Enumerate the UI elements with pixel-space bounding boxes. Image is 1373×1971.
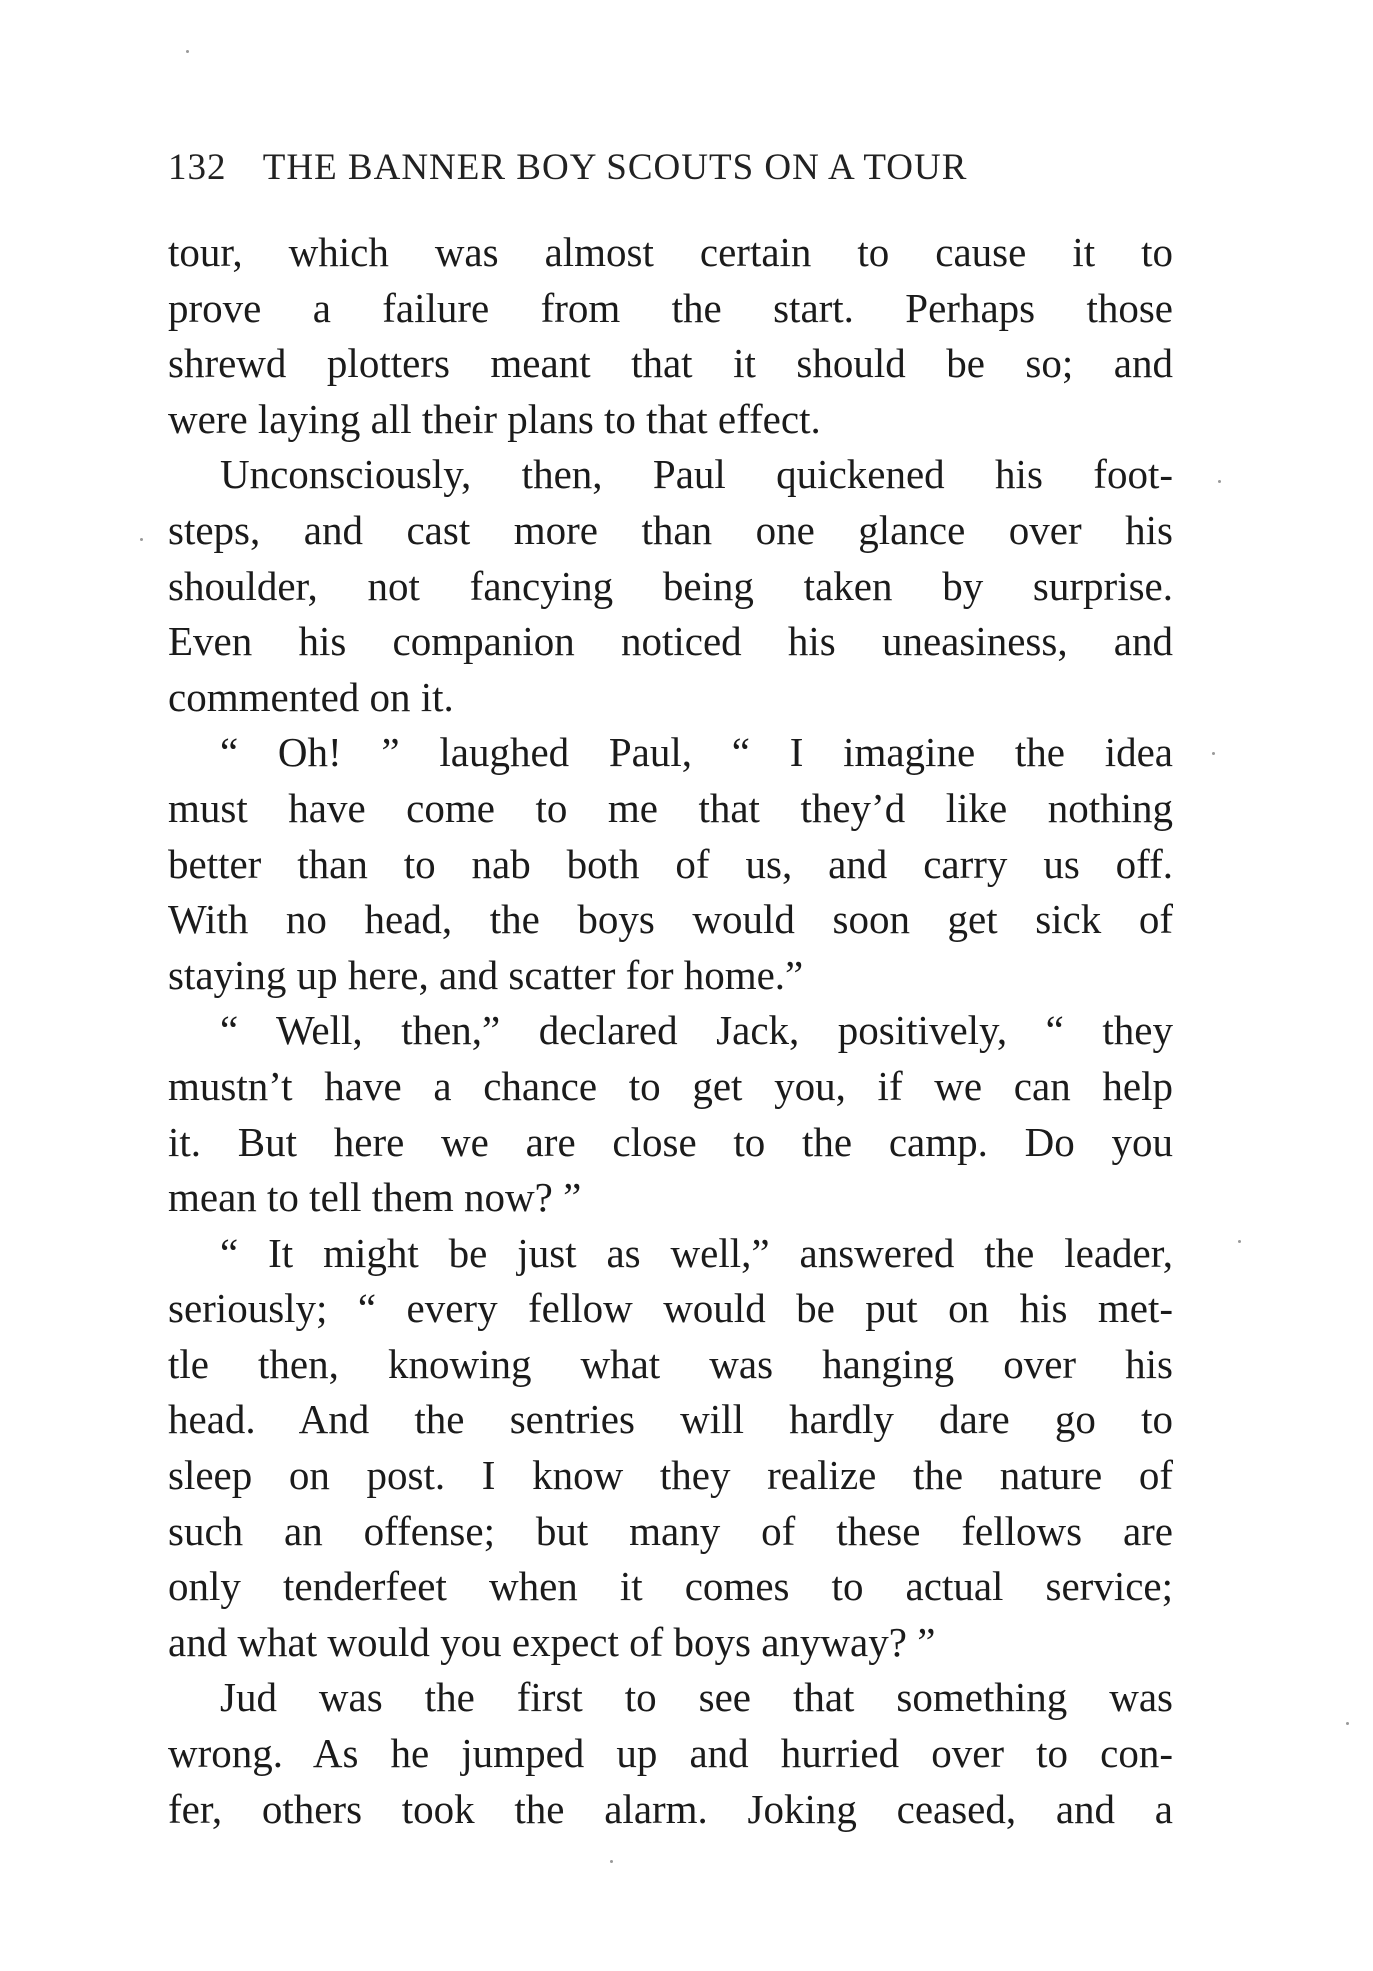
page-header	[168, 146, 1173, 196]
text-line: shrewd plotters meant that it should be so; and	[168, 340, 1173, 387]
text-line: seriously; “ every fellow would be put on his met-	[168, 1285, 1173, 1332]
text-line: must have come to me that they’d like nothing	[168, 784, 1173, 831]
text-line: Even his companion noticed his uneasiness, and	[168, 618, 1173, 665]
text-line: it. But here we are close to the camp. Do you	[168, 1118, 1173, 1165]
scan-speck	[1212, 752, 1215, 755]
text-line: better than to nab both of us, and carry us off.	[168, 840, 1173, 887]
text-line: such an offense; but many of these fellows are	[168, 1507, 1173, 1554]
text-line: commented on it.	[168, 673, 454, 720]
text-line: staying up here, and scatter for home.”	[168, 951, 804, 998]
text-line: sleep on post. I know they realize the nature of	[168, 1452, 1173, 1499]
running-title: THE BANNER BOY SCOUTS ON A TOUR	[262, 147, 968, 188]
text-line: head. And the sentries will hardly dare go to	[168, 1396, 1173, 1443]
scan-speck	[140, 538, 143, 541]
text-line: mustn’t have a chance to get you, if we can help	[168, 1062, 1173, 1109]
text-line: steps, and cast more than one glance over his	[168, 506, 1173, 553]
text-line: With no head, the boys would soon get sick of	[168, 896, 1173, 943]
text-line: “ It might be just as well,” answered the leader,	[220, 1229, 1173, 1276]
scan-speck	[1218, 480, 1221, 483]
text-line: and what would you expect of boys anyway? ”	[168, 1618, 936, 1665]
text-line: prove a failure from the start. Perhaps those	[168, 284, 1173, 331]
text-line: shoulder, not fancying being taken by surprise.	[168, 562, 1173, 609]
scan-speck	[610, 1860, 613, 1863]
scan-speck	[186, 50, 189, 53]
text-line: “ Oh! ” laughed Paul, “ I imagine the idea	[220, 729, 1173, 776]
text-line: only tenderfeet when it comes to actual service;	[168, 1563, 1173, 1610]
scan-speck	[1238, 1240, 1241, 1243]
text-line: “ Well, then,” declared Jack, positively, “ they	[220, 1007, 1173, 1054]
text-line: Jud was the first to see that something was	[220, 1674, 1173, 1721]
text-line: wrong. As he jumped up and hurried over to con-	[168, 1730, 1173, 1777]
body-text	[168, 225, 1173, 1837]
text-line: were laying all their plans to that effect.	[168, 395, 821, 442]
text-line: fer, others took the alarm. Joking ceased, and a	[168, 1785, 1173, 1832]
text-line: Unconsciously, then, Paul quickened his foot-	[220, 451, 1173, 498]
text-line: tour, which was almost certain to cause it to	[168, 229, 1173, 275]
text-line: mean to tell them now? ”	[168, 1174, 582, 1221]
text-line: tle then, knowing what was hanging over his	[168, 1340, 1173, 1387]
scan-speck	[1346, 1722, 1349, 1725]
page-number: 132	[168, 147, 227, 188]
